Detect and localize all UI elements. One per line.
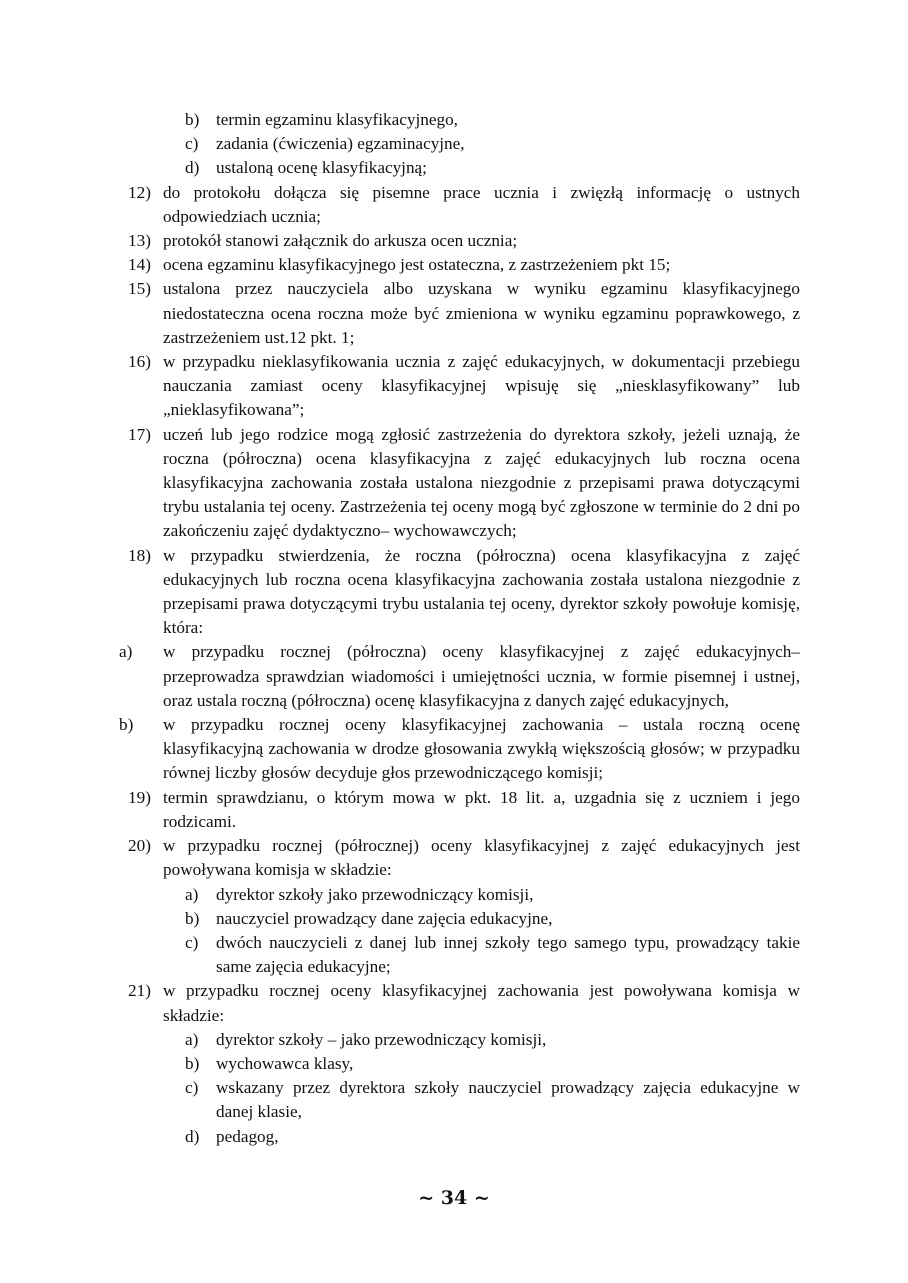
list-item [128, 277, 800, 350]
list-item-text: pedagog, [216, 1126, 279, 1146]
list-item-text: w przypadku stwierdzenia, że roczna (półroczna) ocena klasyfikacyjna z zajęć edukacyjnych lub roczna ocena klasyfikacyjna zachowania została ustalona niezgodnie z przepisami prawa dotyczącymi trybu ustalania tej oceny, dyrektor szkoły powołuje komisję, która: [163, 545, 800, 638]
list-item-text: w przypadku rocznej oceny klasyfikacyjnej zachowania – ustala roczną ocenę klasyfikacyjną zachowania w drodze głosowania zwykłą większością głosów; w przypadku równej liczby głosów decyduje głos przewodniczącego komisji; [163, 715, 800, 783]
list-item-text: uczeń lub jego rodzice mogą zgłosić zastrzeżenia do dyrektora szkoły, jeżeli uznają, że roczna (półroczna) ocena klasyfikacyjna z zajęć edukacyjnych lub roczna ocena klasyfikacyjna zachowania została ustalona niezgodnie z przepisami prawa dotyczącymi trybu ustalania tej oceny. Zastrzeżenia tej oceny mogą być zgłoszone w terminie do 2 dni po zakończeniu zajęć dydaktyczno– wychowawczych; [163, 424, 800, 541]
list-item-text: protokół stanowi załącznik do arkusza ocen ucznia; [163, 231, 518, 251]
list-item-marker: 19) [128, 787, 151, 807]
list-item-text: wskazany przez dyrektora szkoły nauczyciel prowadzący zajęcia edukacyjne w danej klasie, [216, 1078, 800, 1122]
list-item-marker: c) [185, 134, 199, 154]
document-body [119, 108, 800, 1149]
list-item-marker: 21) [128, 981, 151, 1001]
list-item [128, 1076, 800, 1124]
list-item-marker: 20) [128, 836, 151, 856]
list-item [128, 181, 800, 229]
list-item [128, 544, 800, 641]
list-item-text: zadania (ćwiczenia) egzaminacyjne, [216, 134, 465, 154]
list-item-marker: 14) [128, 255, 151, 275]
list-item [119, 713, 800, 786]
list-item-marker: 16) [128, 352, 151, 372]
list-item [128, 350, 800, 423]
list-item-text: ocena egzaminu klasyfikacyjnego jest ostateczna, z zastrzeżeniem pkt 15; [163, 255, 671, 275]
list-item-marker: c) [185, 932, 199, 952]
list-item-text: w przypadku nieklasyfikowania ucznia z zajęć edukacyjnych, w dokumentacji przebiegu nauczania zamiast oceny klasyfikacyjnej wpisuję się „niesklasyfikowany” lub „nieklasyfikowana”; [163, 352, 800, 420]
list-item [119, 640, 800, 713]
list-item-text: termin sprawdzianu, o którym mowa w pkt. 18 lit. a, uzgadnia się z uczniem i jego rodzicami. [163, 787, 800, 831]
list-item-marker: b) [185, 110, 200, 129]
list-item-marker: 12) [128, 182, 151, 202]
list-item [128, 883, 800, 907]
list-item-marker: 17) [128, 424, 151, 444]
list-item [128, 423, 800, 544]
list-item [128, 1052, 800, 1076]
list-item [128, 108, 800, 132]
list-item [128, 979, 800, 1027]
list-item [128, 229, 800, 253]
list-item-marker: d) [185, 158, 200, 178]
list-item-text: dyrektor szkoły jako przewodniczący komisji, [216, 884, 534, 904]
list-item [128, 156, 800, 180]
list-item-marker: 15) [128, 279, 151, 299]
list-item-marker: b) [185, 908, 200, 928]
list-item-text: termin egzaminu klasyfikacyjnego, [216, 110, 458, 129]
list-item [128, 786, 800, 834]
list-item-marker: 18) [128, 545, 151, 565]
list-item-marker: b) [185, 1053, 200, 1073]
list-item-marker: 13) [128, 231, 151, 251]
page-number: ~ 34 ~ [418, 1187, 490, 1209]
list-item-text: ustalona przez nauczyciela albo uzyskana w wyniku egzaminu klasyfikacyjnego niedostateczna ocena roczna może być zmieniona w wyniku egzaminu poprawkowego, z zastrzeżeniem ust.12 pkt. 1; [163, 279, 800, 347]
list-item [128, 907, 800, 931]
list-item-text: w przypadku rocznej (półroczna) oceny klasyfikacyjnej z zajęć edukacyjnych– przeprowadza sprawdzian wiadomości i umiejętności ucznia, w formie pisemnej i ustnej, oraz ustala roczną (półroczna) ocenę klasyfikacyjna z danych zajęć edukacyjnych, [163, 642, 800, 710]
list-item [128, 1125, 800, 1149]
list-item-marker: c) [185, 1078, 199, 1098]
list-item-text: do protokołu dołącza się pisemne prace ucznia i zwięzłą informację o ustnych odpowiedziach ucznia; [163, 182, 800, 226]
list-item-marker: b) [119, 715, 134, 735]
list-item [128, 931, 800, 979]
list-item-text: dwóch nauczycieli z danej lub innej szkoły tego samego typu, prowadzący takie same zajęcia edukacyjne; [216, 932, 800, 977]
list-item-marker: a) [119, 642, 133, 662]
list-item [128, 1028, 800, 1052]
list-item-text: dyrektor szkoły – jako przewodniczący komisji, [216, 1029, 547, 1049]
list-item-marker: d) [185, 1126, 200, 1146]
list-item-text: nauczyciel prowadzący dane zajęcia edukacyjne, [216, 908, 553, 928]
list-item [128, 834, 800, 882]
list-item [128, 132, 800, 156]
list-item-text: w przypadku rocznej oceny klasyfikacyjnej zachowania jest powoływana komisja w składzie: [163, 981, 800, 1025]
list-item-text: wychowawca klasy, [216, 1053, 354, 1073]
list-item [128, 253, 800, 277]
list-item-marker: a) [185, 1029, 199, 1049]
list-item-text: w przypadku rocznej (półrocznej) oceny klasyfikacyjnej z zajęć edukacyjnych jest powoływana komisja w składzie: [163, 836, 800, 880]
list-item-marker: a) [185, 884, 199, 904]
list-item-text: ustaloną ocenę klasyfikacyjną; [216, 158, 427, 178]
